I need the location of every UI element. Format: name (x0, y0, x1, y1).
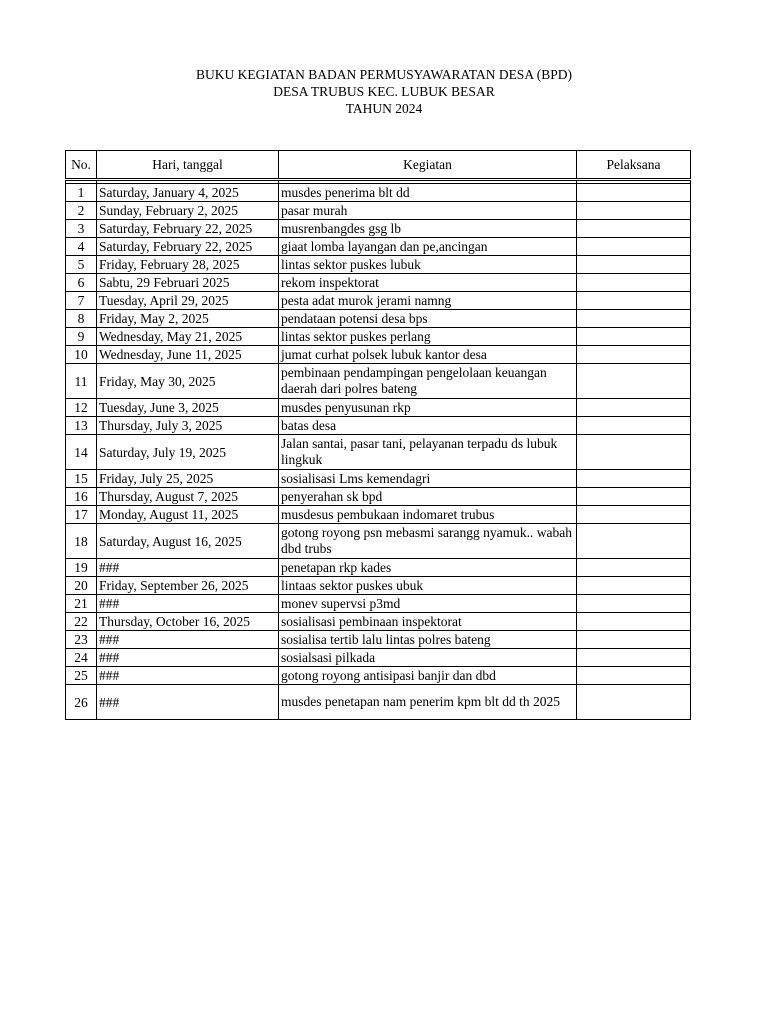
row-number: 26 (66, 685, 97, 720)
row-date: Saturday, February 22, 2025 (97, 238, 279, 256)
row-number: 14 (66, 435, 97, 470)
row-date: Thursday, July 3, 2025 (97, 417, 279, 435)
row-number: 9 (66, 328, 97, 346)
table-row (66, 488, 691, 506)
row-number: 12 (66, 399, 97, 417)
row-pelaksana (577, 488, 691, 506)
table-row (66, 274, 691, 292)
table-row (66, 631, 691, 649)
row-number: 2 (66, 202, 97, 220)
row-date: Thursday, October 16, 2025 (97, 613, 279, 631)
row-pelaksana (577, 631, 691, 649)
row-kegiatan: musdes penetapan nam penerim kpm blt dd th 2025 (279, 685, 577, 720)
row-pelaksana (577, 274, 691, 292)
table-row (66, 292, 691, 310)
row-kegiatan: lintas sektor puskes perlang (279, 328, 577, 346)
row-date: ### (97, 667, 279, 685)
row-kegiatan: giaat lomba layangan dan pe,ancingan (279, 238, 577, 256)
row-pelaksana (577, 506, 691, 524)
document-header (0, 66, 768, 117)
table-row (66, 364, 691, 399)
row-kegiatan: lintaas sektor puskes ubuk (279, 577, 577, 595)
activity-table (65, 150, 691, 720)
row-number: 22 (66, 613, 97, 631)
header-year: TAHUN 2024 (345, 101, 423, 116)
row-date: ### (97, 559, 279, 577)
row-pelaksana (577, 202, 691, 220)
row-date: Sabtu, 29 Februari 2025 (97, 274, 279, 292)
column-header-pelaksana: Pelaksana (577, 151, 691, 180)
row-number: 6 (66, 274, 97, 292)
row-pelaksana (577, 649, 691, 667)
table-row (66, 649, 691, 667)
row-number: 16 (66, 488, 97, 506)
row-kegiatan: sosialisa tertib lalu lintas polres bateng (279, 631, 577, 649)
row-kegiatan: gotong royong antisipasi banjir dan dbd (279, 667, 577, 685)
row-date: ### (97, 631, 279, 649)
table-row (66, 595, 691, 613)
row-date: Sunday, February 2, 2025 (97, 202, 279, 220)
row-date: Thursday, August 7, 2025 (97, 488, 279, 506)
table-row (66, 506, 691, 524)
row-kegiatan: penetapan rkp kades (279, 559, 577, 577)
row-number: 1 (66, 184, 97, 202)
row-date: Wednesday, May 21, 2025 (97, 328, 279, 346)
row-pelaksana (577, 559, 691, 577)
row-number: 15 (66, 470, 97, 488)
row-kegiatan: musdesus pembukaan indomaret trubus (279, 506, 577, 524)
row-kegiatan: rekom inspektorat (279, 274, 577, 292)
column-header-kegiatan: Kegiatan (279, 151, 577, 180)
row-pelaksana (577, 470, 691, 488)
row-pelaksana (577, 238, 691, 256)
row-number: 21 (66, 595, 97, 613)
table-row (66, 399, 691, 417)
row-kegiatan: penyerahan sk bpd (279, 488, 577, 506)
row-pelaksana (577, 399, 691, 417)
table-row (66, 238, 691, 256)
row-pelaksana (577, 524, 691, 559)
row-pelaksana (577, 346, 691, 364)
row-date: Saturday, August 16, 2025 (97, 524, 279, 559)
header-title: BUKU KEGIATAN BADAN PERMUSYAWARATAN DESA (BPD) (196, 67, 572, 82)
row-pelaksana (577, 364, 691, 399)
row-kegiatan: musdes penerima blt dd (279, 184, 577, 202)
table-row (66, 470, 691, 488)
table-body (66, 180, 691, 720)
row-date: Friday, May 30, 2025 (97, 364, 279, 399)
row-kegiatan: sosialsasi pilkada (279, 649, 577, 667)
table-row (66, 202, 691, 220)
row-date: Monday, August 11, 2025 (97, 506, 279, 524)
table-row (66, 328, 691, 346)
row-date: ### (97, 595, 279, 613)
row-kegiatan: musdes penyusunan rkp (279, 399, 577, 417)
table-row (66, 577, 691, 595)
row-date: ### (97, 685, 279, 720)
table-row (66, 613, 691, 631)
table-row (66, 685, 691, 720)
row-date: Saturday, February 22, 2025 (97, 220, 279, 238)
row-date: Wednesday, June 11, 2025 (97, 346, 279, 364)
row-kegiatan: pasar murah (279, 202, 577, 220)
row-pelaksana (577, 292, 691, 310)
row-pelaksana (577, 435, 691, 470)
row-kegiatan: batas desa (279, 417, 577, 435)
row-number: 13 (66, 417, 97, 435)
row-date: Friday, May 2, 2025 (97, 310, 279, 328)
table-row (66, 346, 691, 364)
row-kegiatan: monev supervsi p3md (279, 595, 577, 613)
row-date: Saturday, July 19, 2025 (97, 435, 279, 470)
row-date: Tuesday, June 3, 2025 (97, 399, 279, 417)
row-pelaksana (577, 595, 691, 613)
table-row (66, 667, 691, 685)
row-number: 5 (66, 256, 97, 274)
row-number: 4 (66, 238, 97, 256)
row-number: 11 (66, 364, 97, 399)
row-date: Friday, July 25, 2025 (97, 470, 279, 488)
table-row (66, 524, 691, 559)
table-header-row (66, 151, 691, 180)
row-kegiatan: jumat curhat polsek lubuk kantor desa (279, 346, 577, 364)
row-kegiatan: sosialisasi pembinaan inspektorat (279, 613, 577, 631)
row-date: Friday, February 28, 2025 (97, 256, 279, 274)
row-number: 8 (66, 310, 97, 328)
row-pelaksana (577, 685, 691, 720)
row-pelaksana (577, 328, 691, 346)
table-row (66, 559, 691, 577)
row-number: 19 (66, 559, 97, 577)
row-kegiatan: pesta adat murok jerami namng (279, 292, 577, 310)
row-pelaksana (577, 220, 691, 238)
row-kegiatan: lintas sektor puskes lubuk (279, 256, 577, 274)
row-kegiatan: pendataan potensi desa bps (279, 310, 577, 328)
table-row (66, 256, 691, 274)
row-number: 3 (66, 220, 97, 238)
table-row (66, 435, 691, 470)
row-number: 24 (66, 649, 97, 667)
table-row (66, 220, 691, 238)
row-kegiatan: Jalan santai, pasar tani, pelayanan terpadu ds lubuk lingkuk (279, 435, 577, 470)
row-kegiatan: musrenbangdes gsg lb (279, 220, 577, 238)
row-pelaksana (577, 613, 691, 631)
row-pelaksana (577, 184, 691, 202)
row-pelaksana (577, 577, 691, 595)
row-pelaksana (577, 417, 691, 435)
row-pelaksana (577, 667, 691, 685)
row-date: Friday, September 26, 2025 (97, 577, 279, 595)
header-village: DESA TRUBUS KEC. LUBUK BESAR (273, 84, 495, 99)
row-date: Saturday, January 4, 2025 (97, 184, 279, 202)
row-number: 18 (66, 524, 97, 559)
row-kegiatan: gotong royong psn mebasmi sarangg nyamuk.. wabah dbd trubs (279, 524, 577, 559)
row-number: 17 (66, 506, 97, 524)
table-row (66, 184, 691, 202)
row-number: 20 (66, 577, 97, 595)
row-kegiatan: sosialisasi Lms kemendagri (279, 470, 577, 488)
row-date: Tuesday, April 29, 2025 (97, 292, 279, 310)
table-row (66, 310, 691, 328)
table-row (66, 417, 691, 435)
row-number: 7 (66, 292, 97, 310)
row-pelaksana (577, 310, 691, 328)
column-header-no: No. (66, 151, 97, 180)
row-kegiatan: pembinaan pendampingan pengelolaan keuangan daerah dari polres bateng (279, 364, 577, 399)
row-number: 10 (66, 346, 97, 364)
row-number: 23 (66, 631, 97, 649)
row-pelaksana (577, 256, 691, 274)
row-number: 25 (66, 667, 97, 685)
column-header-date: Hari, tanggal (97, 151, 279, 180)
row-date: ### (97, 649, 279, 667)
